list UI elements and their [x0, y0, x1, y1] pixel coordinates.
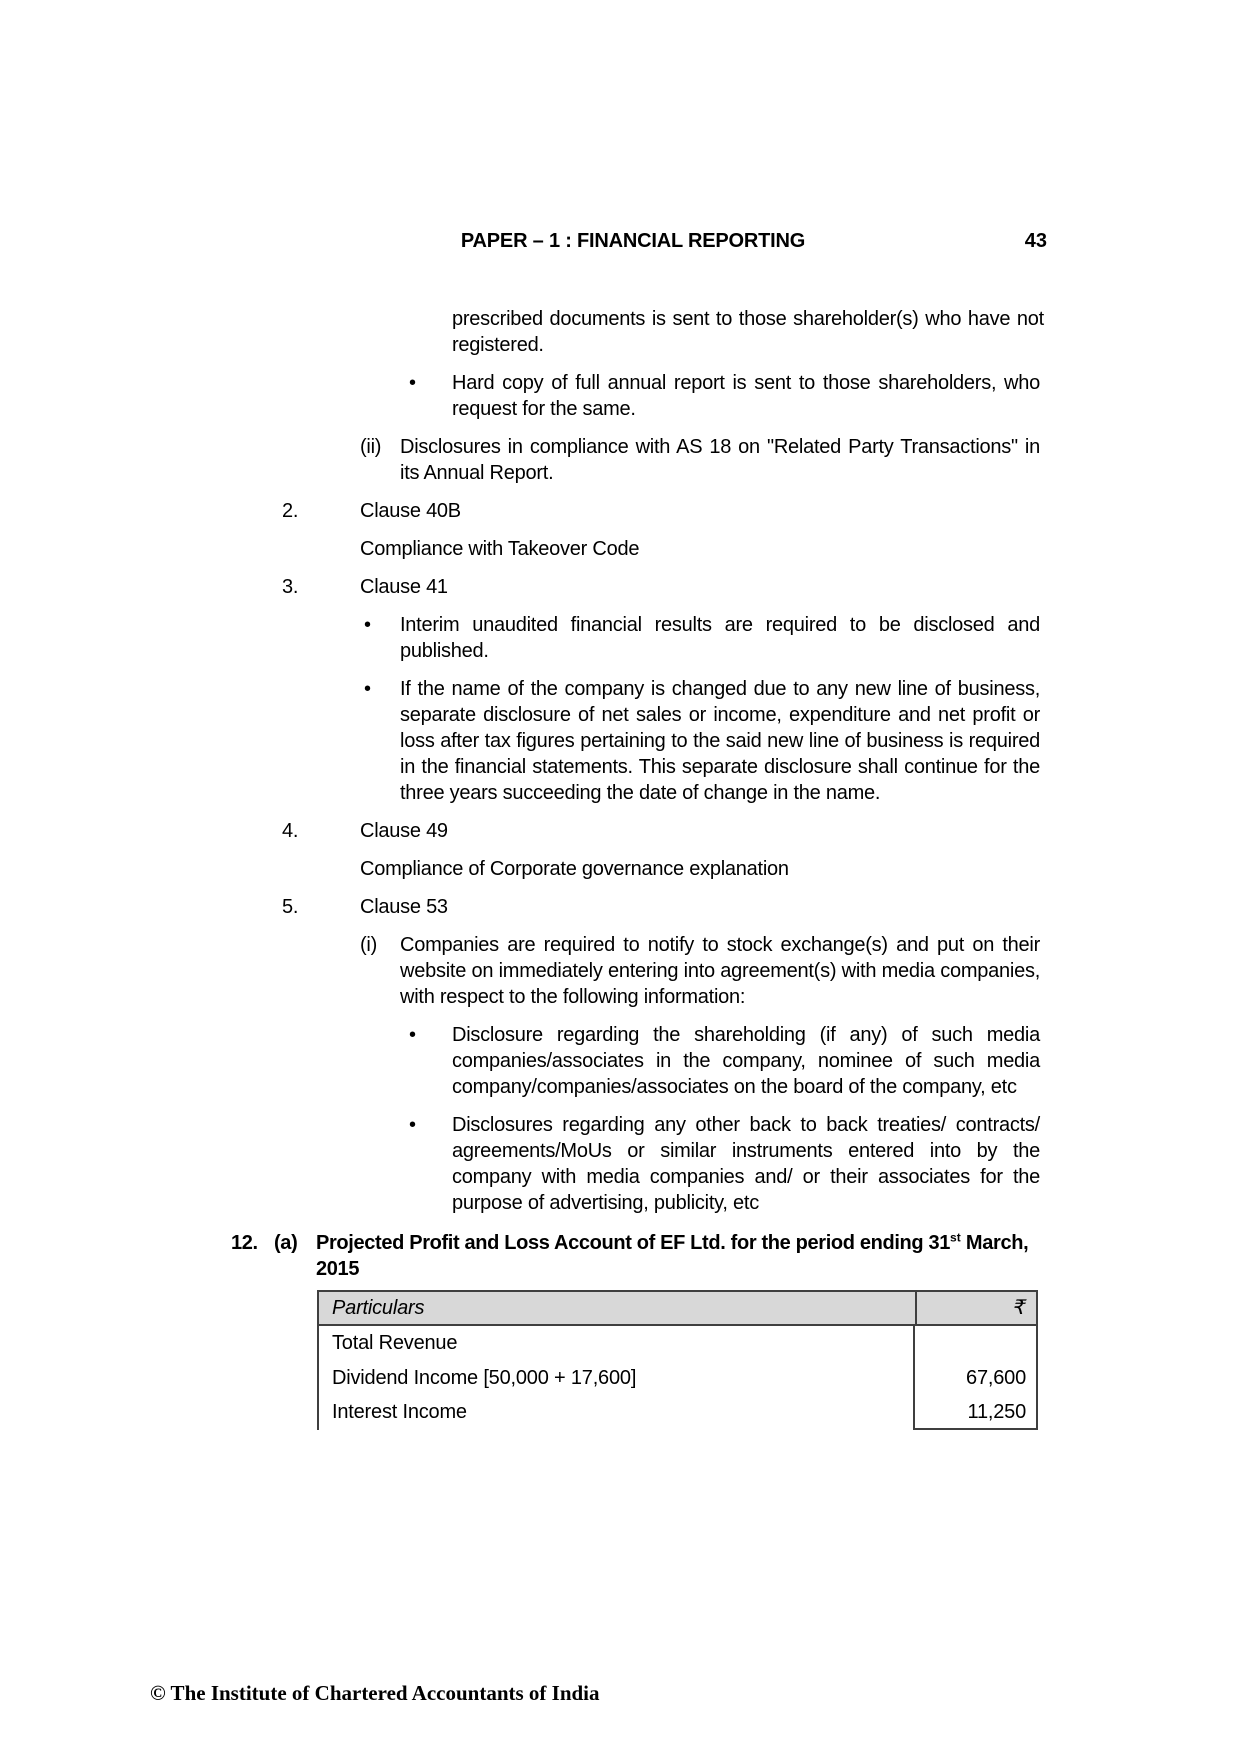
list-marker: 5.: [282, 896, 299, 918]
page-header-title: PAPER – 1 : FINANCIAL REPORTING: [460, 230, 806, 252]
list-item-text: Disclosure regarding the shareholding (if any) of such media companies/associates in the company, nominee of such media company/companies/associates on the board of the company, etc: [452, 1024, 1040, 1098]
numbered-item-2: [282, 498, 1040, 524]
question-part: (a): [274, 1232, 298, 1254]
table-cell-particulars: Interest Income: [332, 1401, 467, 1424]
table-header-row: [317, 1290, 1038, 1326]
table-cell-amount: 11,250: [967, 1401, 1026, 1424]
numbered-item-4: [282, 818, 1040, 844]
list-item: [409, 1112, 1040, 1216]
list-item-text: Clause 41: [360, 576, 448, 598]
list-item: [364, 612, 1040, 664]
list-item: [409, 1022, 1040, 1100]
ordinal-superscript: st: [950, 1230, 961, 1245]
list-item-text: Hard copy of full annual report is sent to those shareholders, who request for the same.: [452, 372, 1040, 420]
bullet-icon: •: [409, 1024, 416, 1046]
table-column-particulars: [317, 1326, 915, 1430]
list-item-text: Clause 53: [360, 896, 448, 918]
list-marker: 3.: [282, 576, 299, 598]
numbered-item-3: [282, 574, 1040, 600]
list-item: [409, 370, 1040, 422]
list-item: [364, 676, 1040, 806]
list-marker: 2.: [282, 500, 299, 522]
profit-loss-table: [317, 1290, 1038, 1430]
table-column-amount: [915, 1326, 1038, 1430]
list-marker: (i): [360, 934, 378, 956]
table-cell-particulars: Dividend Income [50,000 + 17,600]: [332, 1366, 637, 1389]
list-item-roman-i: [360, 932, 1040, 1010]
bullet-icon: •: [409, 1114, 416, 1136]
table-cell-amount: [915, 1326, 1026, 1361]
numbered-item-5: [282, 894, 1040, 920]
list-item-text: If the name of the company is changed due to any new line of business, separate disclosure of net sales or income, expenditure and net profit or loss after tax figures pertaining to the said new line of business is required in the financial statements. This separate disclosure shall continue for the three years succeeding the date of change in the name.: [400, 678, 1040, 804]
list-item-text: Companies are required to notify to stock exchange(s) and put on their website on immediately entering into agreement(s) with media companies, with respect to the following information:: [400, 934, 1040, 1008]
list-item-text: Disclosures in compliance with AS 18 on "Related Party Transactions" in its Annual Report.: [400, 436, 1040, 484]
table-body: [317, 1326, 1038, 1430]
list-item-text: Clause 49: [360, 820, 448, 842]
table-header-particulars: Particulars: [319, 1292, 917, 1324]
question-title-text: March,: [960, 1232, 1029, 1254]
copyright-footer: © The Institute of Chartered Accountants of India: [150, 1681, 600, 1705]
paragraph: Compliance with Takeover Code: [360, 538, 640, 560]
list-marker: (ii): [360, 436, 382, 458]
page-number: 43: [1024, 230, 1047, 252]
table-header-amount: ₹: [1011, 1297, 1024, 1319]
paragraph: Compliance of Corporate governance explanation: [360, 858, 789, 880]
bullet-icon: •: [364, 678, 371, 700]
question-heading: [231, 1230, 1040, 1282]
list-marker: 4.: [282, 820, 299, 842]
list-item-roman-ii: [360, 434, 1040, 486]
question-number: 12.: [231, 1232, 258, 1254]
bullet-icon: •: [409, 372, 416, 394]
page-content: [0, 306, 1241, 1430]
bullet-icon: •: [364, 614, 371, 636]
list-item-text: Disclosures regarding any other back to back treaties/ contracts/ agreements/MoUs or similar instruments entered into by the company with media companies and/ or their associates for the purpose of advertising, publicity, etc: [452, 1114, 1040, 1214]
list-item-text: Interim unaudited financial results are required to be disclosed and published.: [400, 614, 1040, 662]
table-cell-particulars: Total Revenue: [332, 1332, 458, 1354]
question-title-text: Projected Profit and Loss Account of EF Ltd. for the period ending 31: [316, 1232, 951, 1254]
table-cell-amount: 67,600: [966, 1366, 1026, 1389]
question-title: [316, 1230, 1040, 1282]
list-item-text: Clause 40B: [360, 500, 461, 522]
paragraph-continuation: prescribed documents is sent to those shareholder(s) who have not registered.: [452, 308, 1044, 356]
question-title-line2: 2015: [316, 1258, 360, 1280]
